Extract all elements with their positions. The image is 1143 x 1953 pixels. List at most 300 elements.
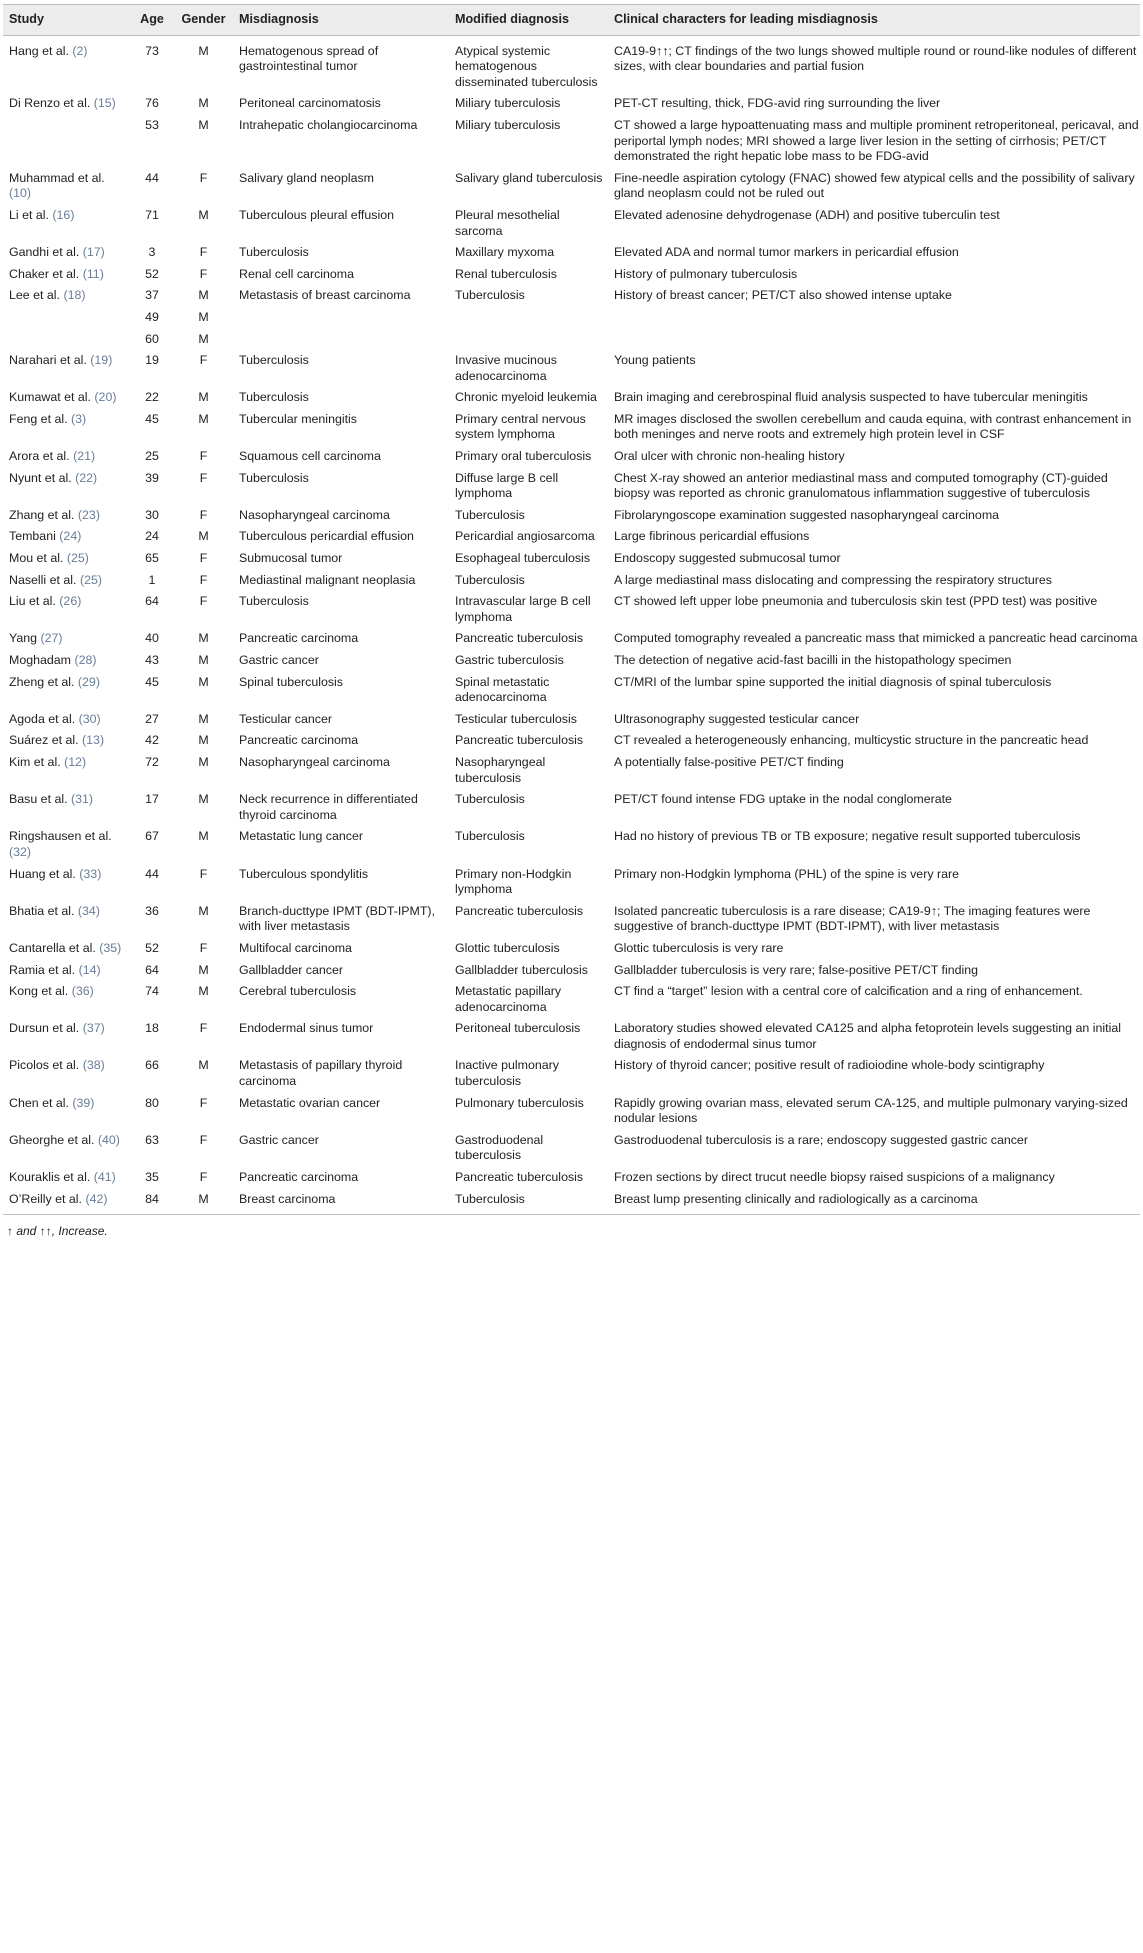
cell-clinical-characters: Fine-needle aspiration cytology (FNAC) showed few atypical cells and the possibility of salivary gland neoplasm could not be ruled out (614, 170, 1135, 201)
cell-clinical-characters: Computed tomography revealed a pancreatic mass that mimicked a pancreatic head carcinoma (614, 631, 1138, 646)
header-age: Age (130, 5, 174, 36)
cell-misdiagnosis (233, 329, 449, 351)
table-row (3, 409, 1140, 446)
cell-misdiagnosis: Multifocal carcinoma (239, 940, 352, 955)
cell-clinical-characters: The detection of negative acid-fast bacilli in the histopathology specimen (614, 653, 1012, 667)
cell-gender: M (198, 674, 209, 689)
cell-modified-diagnosis: Tuberculosis (455, 507, 525, 522)
cell-study (3, 115, 130, 168)
cell-misdiagnosis: Salivary gland neoplasm (239, 170, 374, 185)
cell-study (3, 307, 130, 329)
cell-modified-diagnosis: Invasive mucinous adenocarcinoma (455, 353, 557, 383)
reference-link[interactable]: (2) (72, 43, 88, 58)
study-name: Picolos et al. (9, 1058, 80, 1073)
cell-study (3, 960, 130, 982)
cell-modified-diagnosis: Pancreatic tuberculosis (455, 631, 584, 646)
cell-misdiagnosis: Endodermal sinus tumor (239, 1021, 374, 1036)
cell-modified-diagnosis: Primary non-Hodgkin lymphoma (455, 866, 572, 897)
cell-age: 17 (145, 792, 159, 807)
reference-link[interactable]: (10) (9, 186, 32, 201)
reference-link[interactable]: (23) (77, 507, 100, 522)
cell-study (3, 1167, 130, 1189)
cell-gender: M (198, 207, 209, 222)
table-row (3, 650, 1140, 672)
cell-misdiagnosis: Mediastinal malignant neoplasia (239, 572, 416, 587)
reference-link[interactable]: (19) (90, 353, 113, 368)
cell-modified-diagnosis: Renal tuberculosis (455, 266, 557, 281)
cell-gender: M (198, 529, 209, 544)
cell-modified-diagnosis: Esophageal tuberculosis (455, 551, 591, 566)
reference-link[interactable]: (11) (82, 266, 104, 281)
cell-modified-diagnosis: Tuberculosis (455, 288, 525, 303)
cell-age: 84 (130, 1189, 174, 1215)
cell-study (3, 730, 130, 752)
cell-gender: M (198, 43, 209, 58)
cell-age: 52 (145, 266, 159, 281)
table-row (3, 329, 1140, 351)
table-row (3, 960, 1140, 982)
reference-link[interactable]: (14) (78, 962, 101, 977)
cell-study (3, 526, 130, 548)
reference-link[interactable]: (27) (40, 631, 63, 646)
cell-modified-diagnosis: Tuberculosis (455, 572, 525, 587)
cell-misdiagnosis: Peritoneal carcinomatosis (239, 96, 381, 111)
cell-age: 67 (145, 829, 159, 844)
cell-misdiagnosis: Tuberculosis (239, 245, 309, 260)
reference-link[interactable]: (15) (93, 96, 116, 111)
study-name: Zhang et al. (9, 507, 75, 522)
study-name: Kong et al. (9, 984, 69, 999)
table-row (3, 901, 1140, 938)
study-name: Narahari et al. (9, 353, 87, 368)
cell-clinical-characters: A large mediastinal mass dislocating and compressing the respiratory structures (614, 572, 1053, 587)
cell-study (3, 650, 130, 672)
cell-clinical-characters: CA19-9↑↑; CT findings of the two lungs showed multiple round or round-like nodules of different sizes, with clear boundaries and partial fusion (614, 43, 1137, 74)
reference-link[interactable]: (25) (79, 572, 102, 587)
cell-gender: M (198, 331, 209, 346)
cell-modified-diagnosis: Tuberculosis (449, 1189, 608, 1215)
cell-gender: F (199, 266, 208, 281)
table-row (3, 1018, 1140, 1055)
cell-clinical-characters: CT revealed a heterogeneously enhancing, multicystic structure in the pancreatic head (614, 733, 1089, 748)
cell-clinical-characters: PET-CT resulting, thick, FDG-avid ring surrounding the liver (614, 96, 941, 111)
cell-modified-diagnosis: Gastroduodenal tuberculosis (455, 1132, 544, 1163)
study-name: Hang et al. (9, 43, 69, 58)
cell-clinical-characters: Primary non-Hodgkin lymphoma (PHL) of the spine is very rare (614, 866, 960, 881)
table-row (3, 1130, 1140, 1167)
cell-study (3, 387, 130, 409)
cell-age: 71 (145, 207, 159, 222)
study-name: Dursun et al. (9, 1021, 80, 1036)
cell-gender: M (198, 411, 209, 426)
cell-study (3, 409, 130, 446)
study-name: Kumawat et al. (9, 390, 91, 405)
study-name: Muhammad et al. (9, 170, 105, 185)
cell-study (3, 938, 130, 960)
cell-clinical-characters: MR images disclosed the swollen cerebellum and cauda equina, with contrast enhancement in both meninges and nerve roots and extremely high protein level in CSF (614, 411, 1132, 442)
reference-link[interactable]: (39) (72, 1095, 95, 1110)
cell-study (3, 901, 130, 938)
cell-misdiagnosis: Branch-ducttype IPMT (BDT-IPMT), with liver metastasis (239, 903, 435, 934)
reference-link[interactable]: (12) (64, 754, 87, 769)
reference-link[interactable]: (35) (99, 940, 122, 955)
cell-study (3, 1055, 130, 1092)
study-name: Li et al. (9, 207, 49, 222)
cell-misdiagnosis: Tubercular meningitis (239, 411, 357, 426)
cell-modified-diagnosis: Salivary gland tuberculosis (455, 170, 603, 185)
cell-study (3, 205, 130, 242)
table-row (3, 709, 1140, 731)
study-name: Naselli et al. (9, 572, 77, 587)
cell-clinical-characters: Laboratory studies showed elevated CA125 and alpha fetoprotein levels suggesting an initial diagnosis of endodermal sinus tumor (614, 1021, 1121, 1051)
reference-link[interactable]: (30) (78, 711, 101, 726)
cell-misdiagnosis: Nasopharyngeal carcinoma (239, 754, 390, 769)
reference-link[interactable]: (22) (75, 470, 98, 485)
table-row (3, 285, 1140, 307)
cell-age: 73 (145, 43, 159, 58)
cell-gender: M (198, 903, 209, 918)
study-name: Chen et al. (9, 1095, 69, 1110)
cell-age: 74 (145, 984, 159, 999)
cell-study (3, 285, 130, 307)
cell-age: 39 (145, 470, 159, 485)
cell-clinical-characters: CT showed a large hypoattenuating mass and multiple prominent retroperitoneal, pericaval, and periportal lymph nodes; MRI showed a large liver lesion in the setting of cirrhosis; PET/CT demonstrated the right hepatic lobe mass to be FDG-avid (614, 117, 1139, 164)
misdiagnosis-table (3, 4, 1140, 1215)
cell-study (3, 93, 130, 115)
cell-misdiagnosis: Tuberculous pleural effusion (239, 207, 394, 222)
cell-misdiagnosis: Submucosal tumor (239, 551, 343, 566)
cell-modified-diagnosis: Inactive pulmonary tuberculosis (455, 1058, 559, 1089)
reference-link[interactable]: (25) (66, 551, 89, 566)
table-row (3, 1189, 1140, 1215)
cell-study (3, 168, 130, 205)
reference-link[interactable]: (33) (79, 866, 102, 881)
header-modified-diagnosis: Modified diagnosis (449, 5, 608, 36)
cell-modified-diagnosis: Primary central nervous system lymphoma (455, 411, 586, 442)
study-name: Suárez et al. (9, 733, 79, 748)
table-row (3, 1167, 1140, 1189)
cell-clinical-characters (608, 307, 1140, 329)
cell-clinical-characters: CT/MRI of the lumbar spine supported the initial diagnosis of spinal tuberculosis (614, 674, 1052, 689)
cell-gender: M (198, 754, 209, 769)
cell-misdiagnosis: Pancreatic carcinoma (239, 631, 359, 646)
cell-age: 60 (145, 331, 159, 346)
cell-modified-diagnosis: Metastatic papillary adenocarcinoma (455, 984, 562, 1014)
cell-age: 3 (148, 245, 156, 260)
cell-clinical-characters: Rapidly growing ovarian mass, elevated serum CA-125, and multiple pulmonary varying-sized nodular lesions (614, 1095, 1128, 1126)
table-row (3, 35, 1140, 93)
cell-modified-diagnosis: Gallbladder tuberculosis (455, 962, 588, 977)
cell-age: 19 (145, 353, 159, 368)
cell-misdiagnosis: Cerebral tuberculosis (239, 984, 357, 999)
cell-clinical-characters: Elevated ADA and normal tumor markers in pericardial effusion (614, 245, 959, 260)
cell-age: 66 (145, 1058, 159, 1073)
cell-clinical-characters: History of pulmonary tuberculosis (614, 266, 798, 281)
study-name: Ramia et al. (9, 962, 76, 977)
cell-modified-diagnosis: Pleural mesothelial sarcoma (455, 207, 560, 238)
cell-gender: M (198, 117, 209, 132)
cell-modified-diagnosis: Pericardial angiosarcoma (455, 529, 595, 544)
table-row (3, 1093, 1140, 1130)
table-footnote (3, 1215, 1140, 1238)
footnote-symbols: ↑ and ↑↑, (7, 1224, 56, 1239)
cell-age: 65 (145, 551, 159, 566)
table-row (3, 350, 1140, 387)
table-row (3, 93, 1140, 115)
cell-misdiagnosis: Hematogenous spread of gastrointestinal tumor (239, 43, 379, 74)
reference-link[interactable]: (17) (82, 245, 105, 260)
cell-misdiagnosis: Metastasis of papillary thyroid carcinoma (239, 1058, 403, 1089)
cell-age: 27 (145, 711, 159, 726)
reference-link[interactable]: (38) (82, 1058, 105, 1073)
cell-study (3, 1130, 130, 1167)
cell-clinical-characters: Large fibrinous pericardial effusions (614, 529, 810, 544)
reference-link[interactable]: (29) (77, 674, 100, 689)
cell-gender: M (198, 390, 209, 405)
header-misdiagnosis: Misdiagnosis (233, 5, 449, 36)
study-name: Zheng et al. (9, 674, 75, 689)
cell-age: 76 (145, 96, 159, 111)
reference-link[interactable]: (26) (59, 594, 82, 609)
cell-misdiagnosis: Tuberculous pericardial effusion (239, 529, 414, 544)
cell-misdiagnosis: Pancreatic carcinoma (239, 733, 359, 748)
cell-study (3, 1189, 130, 1215)
reference-link[interactable]: (21) (73, 449, 96, 464)
cell-study (3, 548, 130, 570)
cell-modified-diagnosis: Spinal metastatic adenocarcinoma (455, 674, 550, 705)
cell-study (3, 446, 130, 468)
cell-misdiagnosis: Neck recurrence in differentiated thyroid carcinoma (239, 792, 418, 822)
cell-age: 42 (145, 733, 159, 748)
cell-age: 24 (145, 529, 159, 544)
cell-study (3, 1018, 130, 1055)
cell-gender: M (198, 1058, 209, 1073)
cell-study (3, 752, 130, 789)
cell-gender: F (199, 551, 208, 566)
reference-link[interactable]: (36) (71, 984, 94, 999)
study-name: Mou et al. (9, 551, 64, 566)
cell-clinical-characters: A potentially false-positive PET/CT finding (614, 754, 844, 769)
cell-misdiagnosis: Nasopharyngeal carcinoma (239, 507, 390, 522)
cell-modified-diagnosis: Miliary tuberculosis (455, 117, 561, 132)
cell-gender: M (198, 829, 209, 844)
header-study: Study (3, 5, 130, 36)
table-row (3, 570, 1140, 592)
table-row (3, 505, 1140, 527)
study-name: Huang et al. (9, 866, 76, 881)
study-name: Ringshausen et al. (9, 829, 112, 844)
cell-age: 37 (145, 288, 159, 303)
cell-gender: M (198, 711, 209, 726)
cell-gender: M (198, 288, 209, 303)
cell-gender: M (174, 1189, 233, 1215)
cell-gender: M (198, 309, 209, 324)
table-row (3, 115, 1140, 168)
cell-modified-diagnosis: Miliary tuberculosis (455, 96, 561, 111)
cell-modified-diagnosis: Gastric tuberculosis (455, 653, 564, 667)
cell-gender: F (199, 1132, 208, 1147)
cell-age: 44 (145, 866, 159, 881)
study-name: Gheorghe et al. (9, 1132, 95, 1147)
cell-gender: F (199, 470, 208, 485)
reference-link[interactable]: (32) (9, 844, 32, 859)
table-row (3, 672, 1140, 709)
cell-misdiagnosis: Renal cell carcinoma (239, 266, 355, 281)
reference-link[interactable]: (13) (82, 733, 105, 748)
table-row (3, 526, 1140, 548)
cell-misdiagnosis: Intrahepatic cholangiocarcinoma (239, 117, 418, 132)
cell-modified-diagnosis: Chronic myeloid leukemia (455, 390, 597, 405)
study-name: O’Reilly et al. (9, 1191, 82, 1206)
table-row (3, 864, 1140, 901)
study-name: Kim et al. (9, 754, 61, 769)
cell-gender: M (198, 792, 209, 807)
reference-link[interactable]: (18) (63, 288, 86, 303)
cell-study (3, 864, 130, 901)
table-row (3, 826, 1140, 863)
cell-gender: M (198, 96, 209, 111)
study-name: Liu et al. (9, 594, 56, 609)
study-name: Arora et al. (9, 449, 70, 464)
table-body (3, 35, 1140, 1215)
cell-gender: F (199, 170, 208, 185)
cell-misdiagnosis: Squamous cell carcinoma (239, 449, 381, 464)
study-name: Basu et al. (9, 792, 68, 807)
cell-clinical-characters: History of thyroid cancer; positive result of radioiodine whole-body scintigraphy (614, 1058, 1045, 1073)
cell-modified-diagnosis: Maxillary myxoma (455, 245, 555, 260)
cell-gender: F (199, 1095, 208, 1110)
table-row (3, 789, 1140, 826)
study-name: Chaker et al. (9, 266, 80, 281)
table-row (3, 242, 1140, 264)
table-row (3, 591, 1140, 628)
cell-age: 40 (145, 631, 159, 646)
cell-study (3, 709, 130, 731)
cell-misdiagnosis: Tuberculosis (239, 470, 309, 485)
table-row (3, 730, 1140, 752)
study-name: Cantarella et al. (9, 940, 96, 955)
cell-study (3, 1093, 130, 1130)
cell-clinical-characters: CT find a “target” lesion with a central core of calcification and a ring of enhancement. (614, 984, 1083, 999)
footnote-text: Increase. (58, 1224, 108, 1239)
cell-modified-diagnosis: Peritoneal tuberculosis (455, 1021, 581, 1036)
cell-modified-diagnosis: Testicular tuberculosis (455, 711, 577, 726)
reference-link[interactable]: (41) (93, 1170, 116, 1185)
cell-gender: F (199, 245, 208, 260)
cell-age: 72 (145, 754, 159, 769)
reference-link[interactable]: (42) (85, 1191, 108, 1206)
reference-link[interactable]: (31) (71, 792, 94, 807)
cell-clinical-characters: Frozen sections by direct trucut needle biopsy raised suspicions of a malignancy (614, 1170, 1055, 1185)
cell-misdiagnosis: Tuberculosis (239, 594, 309, 609)
cell-clinical-characters: Had no history of previous TB or TB exposure; negative result supported tuberculosis (614, 829, 1081, 844)
cell-gender: F (199, 507, 208, 522)
study-name: Yang (9, 631, 38, 646)
cell-clinical-characters: Young patients (614, 353, 696, 368)
cell-clinical-characters: Fibrolaryngoscope examination suggested nasopharyngeal carcinoma (614, 507, 1000, 522)
table-header-row (3, 5, 1140, 36)
table-row (3, 1055, 1140, 1092)
cell-modified-diagnosis: Nasopharyngeal tuberculosis (455, 754, 546, 785)
table-row (3, 168, 1140, 205)
reference-link[interactable]: (16) (52, 207, 75, 222)
cell-gender: F (199, 940, 208, 955)
cell-age: 1 (148, 572, 156, 587)
cell-misdiagnosis: Breast carcinoma (233, 1189, 449, 1215)
cell-misdiagnosis: Pancreatic carcinoma (239, 1170, 359, 1185)
cell-misdiagnosis: Spinal tuberculosis (239, 674, 344, 689)
study-name: Nyunt et al. (9, 470, 72, 485)
cell-misdiagnosis: Tuberculous spondylitis (239, 866, 369, 881)
cell-gender: F (199, 1021, 208, 1036)
table-row (3, 468, 1140, 505)
table-row (3, 387, 1140, 409)
table-row (3, 548, 1140, 570)
cell-modified-diagnosis: Intravascular large B cell lymphoma (455, 594, 591, 624)
cell-age: 44 (145, 170, 159, 185)
reference-link[interactable]: (37) (82, 1021, 105, 1036)
study-name: Tembani (9, 529, 56, 544)
reference-link[interactable]: (34) (77, 903, 100, 918)
cell-age: 49 (145, 309, 159, 324)
cell-age: 45 (145, 674, 159, 689)
cell-study (3, 350, 130, 387)
cell-clinical-characters: History of breast cancer; PET/CT also showed intense uptake (614, 288, 952, 303)
table-row (3, 981, 1140, 1018)
cell-modified-diagnosis: Pancreatic tuberculosis (455, 733, 584, 748)
cell-modified-diagnosis: Pancreatic tuberculosis (455, 903, 584, 918)
cell-clinical-characters: Ultrasonography suggested testicular cancer (614, 711, 860, 726)
cell-clinical-characters: Elevated adenosine dehydrogenase (ADH) and positive tuberculin test (614, 207, 1000, 222)
cell-clinical-characters: Brain imaging and cerebrospinal fluid analysis suspected to have tubercular meningitis (614, 390, 1088, 405)
cell-gender: F (199, 866, 208, 881)
cell-misdiagnosis (233, 307, 449, 329)
study-name: Di Renzo et al. (9, 96, 91, 111)
cell-study (3, 242, 130, 264)
cell-misdiagnosis: Metastatic ovarian cancer (239, 1095, 381, 1110)
cell-study (3, 264, 130, 286)
table-row (3, 307, 1140, 329)
cell-study (3, 570, 130, 592)
reference-link[interactable]: (3) (71, 411, 87, 426)
cell-study (3, 591, 130, 628)
cell-clinical-characters: Breast lump presenting clinically and radiologically as a carcinoma (608, 1189, 1140, 1215)
cell-clinical-characters: Isolated pancreatic tuberculosis is a rare disease; CA19-9↑; The imaging features were suggestive of branch-ducttype IPMT (BDT-IPMT), with liver metastasis (614, 903, 1091, 934)
cell-gender: F (199, 353, 208, 368)
table-row (3, 446, 1140, 468)
reference-link[interactable]: (28) (74, 653, 97, 667)
cell-age: 52 (145, 940, 159, 955)
cell-clinical-characters: Chest X-ray showed an anterior mediastinal mass and computed tomography (CT)-guided biopsy was reported as chronic granulomatous inflammation suggestive of tuberculosis (614, 470, 1108, 501)
cell-modified-diagnosis: Atypical systemic hematogenous disseminated tuberculosis (455, 43, 598, 89)
cell-age: 43 (145, 653, 159, 667)
cell-modified-diagnosis (449, 329, 608, 351)
table-row (3, 938, 1140, 960)
cell-misdiagnosis: Gallbladder cancer (239, 962, 344, 977)
cell-age: 35 (145, 1170, 159, 1185)
cell-modified-diagnosis: Primary oral tuberculosis (455, 449, 592, 464)
reference-link[interactable]: (24) (59, 529, 82, 544)
cell-modified-diagnosis: Tuberculosis (455, 792, 525, 807)
cell-clinical-characters: CT showed left upper lobe pneumonia and tuberculosis skin test (PPD test) was positive (614, 594, 1098, 609)
header-clinical-characters: Clinical characters for leading misdiagnosis (608, 5, 1140, 36)
cell-clinical-characters: Glottic tuberculosis is very rare (614, 940, 784, 955)
cell-study (3, 35, 130, 93)
study-name: Bhatia et al. (9, 903, 75, 918)
reference-link[interactable]: (20) (94, 390, 117, 405)
cell-misdiagnosis: Gastric cancer (239, 1132, 319, 1147)
reference-link[interactable]: (40) (97, 1132, 120, 1147)
